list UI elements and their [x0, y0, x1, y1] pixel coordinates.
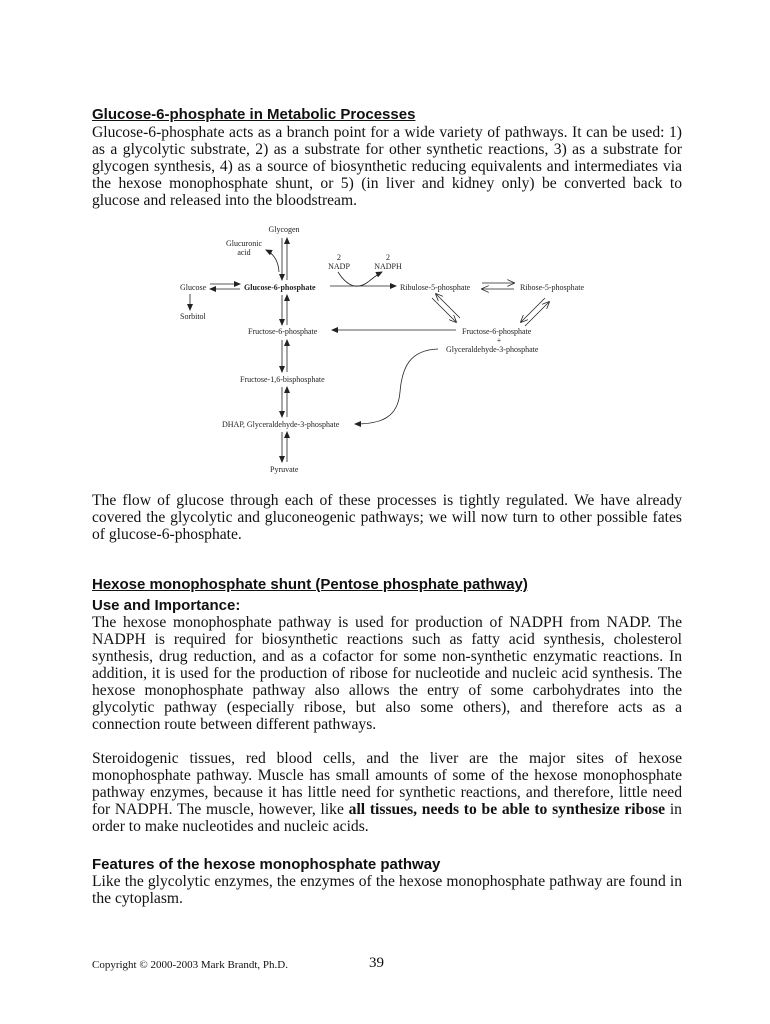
- ga3p-right-label: Glyceraldehyde-3-phosphate: [446, 345, 539, 354]
- nadph-count-label: 2: [386, 253, 390, 262]
- sorbitol-label: Sorbitol: [180, 312, 206, 321]
- f6p-right-label: Fructose-6-phosphate: [462, 327, 532, 336]
- glycogen-label: Glycogen: [268, 225, 300, 234]
- nadp-count-label: 2: [337, 253, 341, 262]
- metabolic-pathway-diagram: [170, 222, 610, 482]
- steroidogenic-paragraph: [92, 750, 682, 835]
- glucose-label: Glucose: [180, 283, 207, 292]
- nadph-label: NADPH: [374, 262, 402, 271]
- subheading-features: Features of the hexose monophosphate pathway: [92, 856, 441, 873]
- steroidogenic-text-a: Steroidogenic tissues, red blood cells, and the liver are the major sites of hexose monophosphate pathway. Muscle has small amounts of some of the hexose monophosphate pathway enzymes, because it has little need for synthetic reactions, and therefore, little need for NADPH. The muscle, however, like: [92, 750, 682, 818]
- pyruvate-label: Pyruvate: [270, 465, 299, 474]
- footer-copyright: Copyright © 2000-2003 Mark Brandt, Ph.D.: [92, 959, 288, 971]
- nadp-curve-arrow: [338, 272, 382, 286]
- arrow-g6p-glucuronic: [266, 250, 279, 272]
- section-heading-g6p: Glucose-6-phosphate in Metabolic Processes: [92, 106, 416, 123]
- nadp-label: NADP: [328, 262, 350, 271]
- intro-paragraph: Glucose-6-phosphate acts as a branch point for a wide variety of pathways. It can be used: 1) as a glycolytic substrate, 2) as a substrate for other synthetic reactions, 3) as a substrate for glycogen synthesis, 4) as a source of biosynthetic reducing equivalents and intermediates via the hexose monophosphate shunt, or 5) (in liver and kidney only) be converted back to glucose and released into the bloodstream.: [92, 124, 682, 209]
- glucuronic-label-2: acid: [237, 248, 251, 257]
- ribose5p-label: Ribose-5-phosphate: [520, 283, 584, 292]
- steroidogenic-text-b: in order to make nucleotides and nucleic acids.: [92, 801, 682, 835]
- f16bp-label: Fructose-1,6-bisphosphate: [240, 375, 325, 384]
- arrow-ga3p-dhap-curve: [355, 349, 438, 424]
- flow-paragraph: The flow of glucose through each of these processes is tightly regulated. We have already covered the glycolytic and gluconeogenic pathways; we will now turn to other possible fates of glucose-6-phosphate.: [92, 492, 682, 543]
- f6p-left-label: Fructose-6-phosphate: [248, 327, 318, 336]
- features-paragraph: Like the glycolytic enzymes, the enzymes of the hexose monophosphate pathway are found in the cytoplasm.: [92, 873, 682, 907]
- g6p-label: Glucose-6-phosphate: [244, 283, 316, 292]
- glucuronic-label-1: Glucuronic: [226, 239, 262, 248]
- subheading-use-importance: Use and Importance:: [92, 597, 241, 614]
- plus-sign: +: [496, 336, 502, 345]
- page-number: 39: [369, 955, 384, 971]
- ribulose5p-label: Ribulose-5-phosphate: [400, 283, 471, 292]
- use-paragraph: The hexose monophosphate pathway is used for production of NADPH from NADP. The NADPH is required for biosynthetic reactions such as fatty acid synthesis, cholesterol synthesis, drug reduction, and as a cofactor for some non-synthetic enzymatic reactions. In addition, it is used for the production of ribose for nucleotide and nucleic acid synthesis. The hexose monophosphate pathway also allows the entry of some carbohydrates into the glycolytic pathway (especially ribose, but also some others), and therefore acts as a connection route between different pathways.: [92, 614, 682, 733]
- steroidogenic-bold-text: all tissues, needs to be able to synthesize ribose: [348, 801, 666, 818]
- dhap-label: DHAP, Glyceraldehyde-3-phosphate: [222, 420, 340, 429]
- section-heading-hmp: Hexose monophosphate shunt (Pentose phosphate pathway): [92, 576, 528, 593]
